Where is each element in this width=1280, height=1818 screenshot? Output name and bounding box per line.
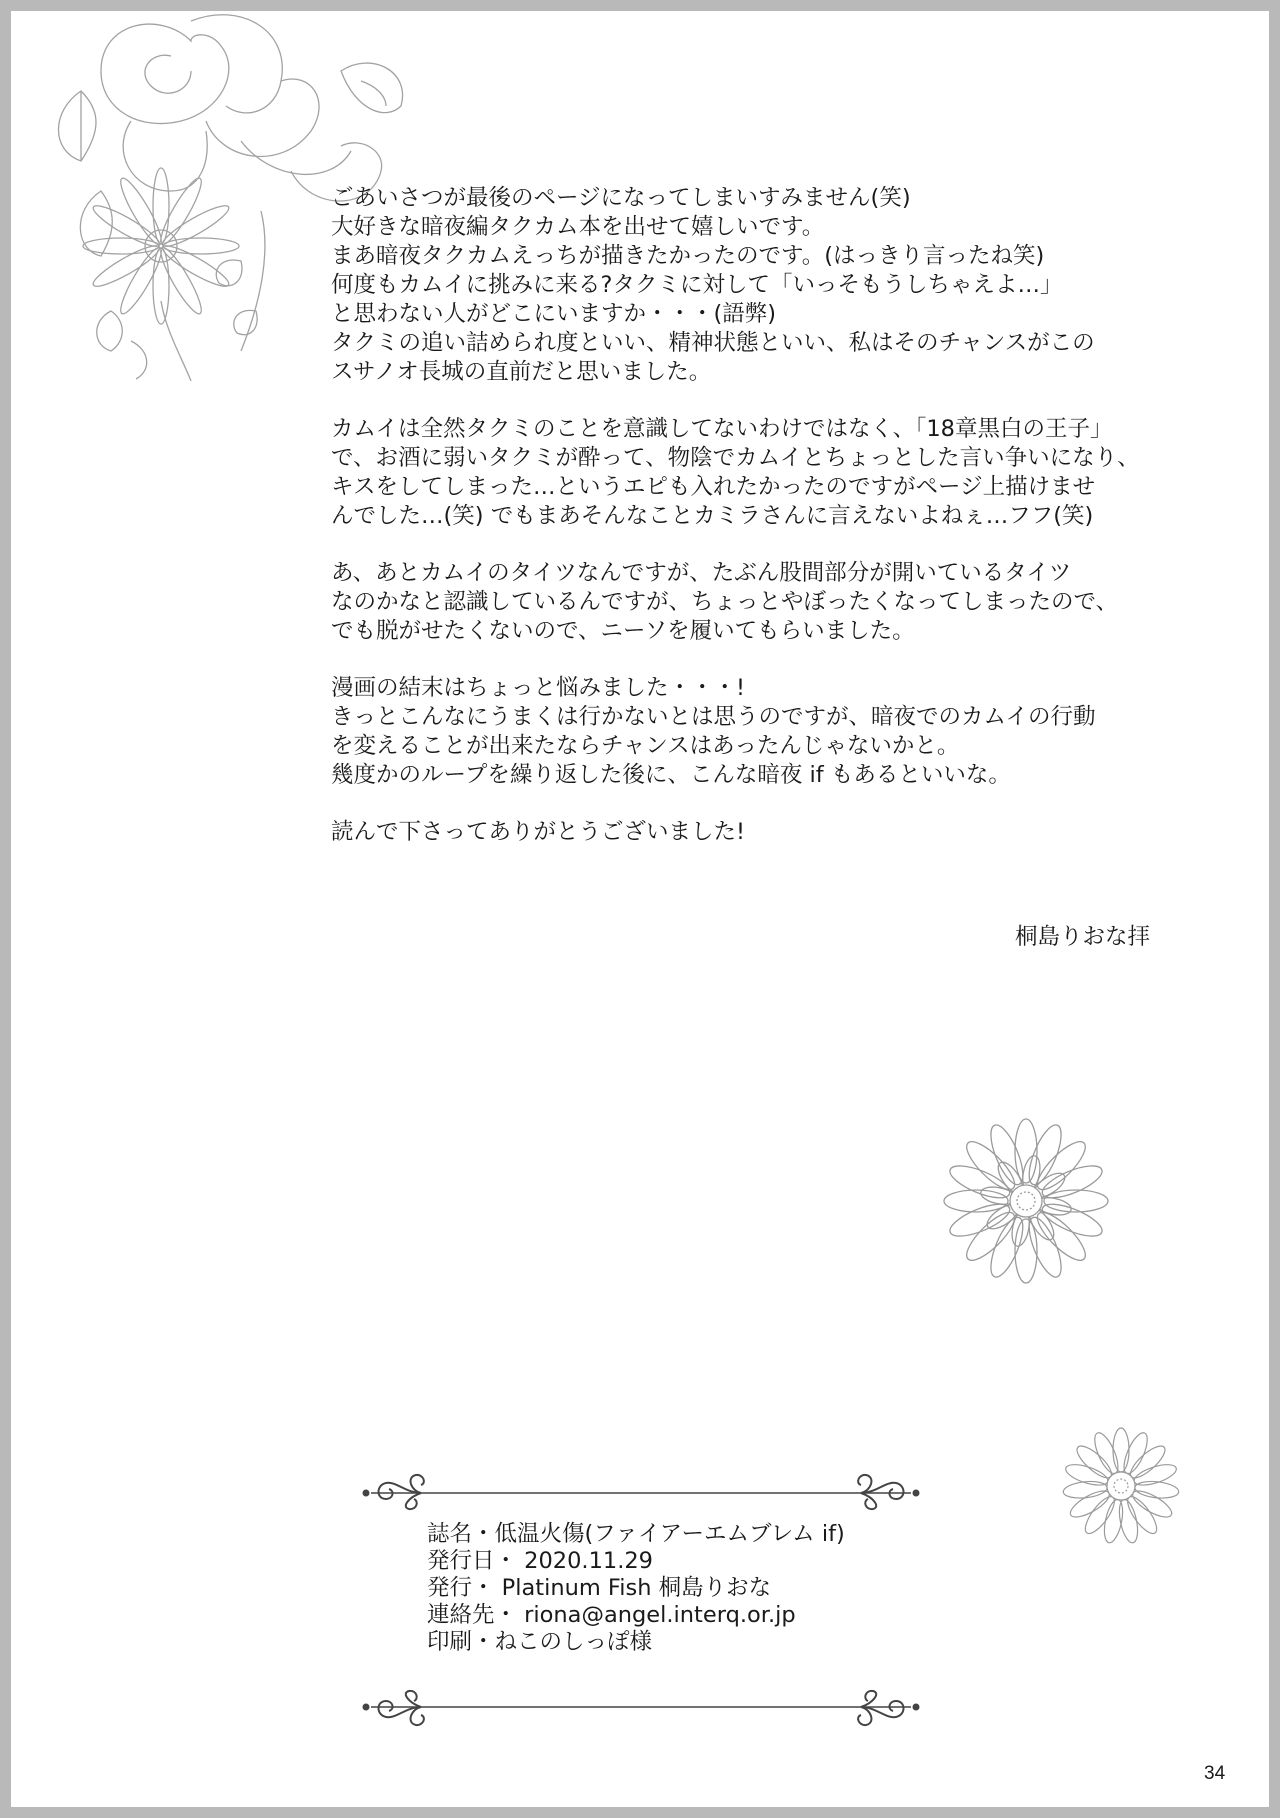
text-line: 大好きな暗夜編タクカム本を出せて嬉しいです。 xyxy=(331,214,825,240)
paragraph-3 xyxy=(331,559,1251,646)
text-line: なのかなと認識しているんですが、ちょっとやぼったくなってしまったので、 xyxy=(331,589,1119,615)
flower-illustration-icon xyxy=(1056,1421,1186,1551)
text-line: を変えることが出来たならチャンスはあったんじゃないかと。 xyxy=(331,733,960,759)
author-signature: 桐島りおな拝 xyxy=(1015,924,1151,950)
text-line: あ、あとカムイのタイツなんですが、たぶん股間部分が開いているタイツ xyxy=(331,560,1072,586)
text-line: スサノオ長城の直前だと思いました。 xyxy=(331,359,712,385)
afterword-text xyxy=(331,184,1251,875)
document-page xyxy=(11,11,1269,1807)
text-line: 読んで下さってありがとうございました! xyxy=(331,819,746,845)
colophon-printer: 印刷・ねこのしっぽ様 xyxy=(427,1629,653,1655)
paragraph-5 xyxy=(331,818,1251,847)
colophon-date: 発行日・ 2020.11.29 xyxy=(427,1548,653,1574)
page-number: 34 xyxy=(1204,1763,1226,1784)
text-line: 何度もカムイに挑みに来る?タクミに対して「いっそもうしちゃえよ…」 xyxy=(331,272,1063,298)
text-line: 幾度かのループを繰り返した後に、こんな暗夜 if もあるといいな。 xyxy=(331,762,1011,788)
colophon-publisher: 発行・ Platinum Fish 桐島りおな xyxy=(427,1575,772,1601)
text-line: ごあいさつが最後のページになってしまいすみません(笑) xyxy=(331,185,911,211)
ornament-divider-icon xyxy=(351,1471,931,1511)
text-line: でも脱がせたくないので、ニーソを履いてもらいました。 xyxy=(331,618,915,644)
colophon-contact: 連絡先・ riona@angel.interq.or.jp xyxy=(427,1602,796,1628)
text-line: で、お酒に弱いタクミが酔って、物陰でカムイとちょっとした言い争いになり、 xyxy=(331,445,1140,471)
text-line: カムイは全然タクミのことを意識してないわけではなく、「18章黒白の王子」 xyxy=(331,416,1113,442)
ornament-divider-icon xyxy=(351,1689,931,1729)
text-line: んでした…(笑) でもまあそんなことカミラさんに言えないよねぇ…フフ(笑) xyxy=(331,503,1094,529)
paragraph-4 xyxy=(331,674,1251,790)
text-line: タクミの追い詰められ度といい、精神状態といい、私はそのチャンスがこの xyxy=(331,330,1095,356)
flower-illustration-icon xyxy=(936,1111,1116,1291)
colophon xyxy=(427,1521,845,1656)
colophon-title: 誌名・低温火傷(ファイアーエムブレム if) xyxy=(427,1521,845,1547)
text-line: と思わない人がどこにいますか・・・(語弊) xyxy=(331,301,777,327)
paragraph-1 xyxy=(331,184,1251,387)
paragraph-2 xyxy=(331,415,1251,531)
text-line: 漫画の結末はちょっと悩みました・・・! xyxy=(331,675,746,701)
text-line: まあ暗夜タクカムえっちが描きたかったのです。(はっきり言ったね笑) xyxy=(331,243,1045,269)
text-line: キスをしてしまった…というエピも入れたかったのですがページ上描けませ xyxy=(331,474,1096,500)
text-line: きっとこんなにうまくは行かないとは思うのですが、暗夜でのカムイの行動 xyxy=(331,704,1096,730)
